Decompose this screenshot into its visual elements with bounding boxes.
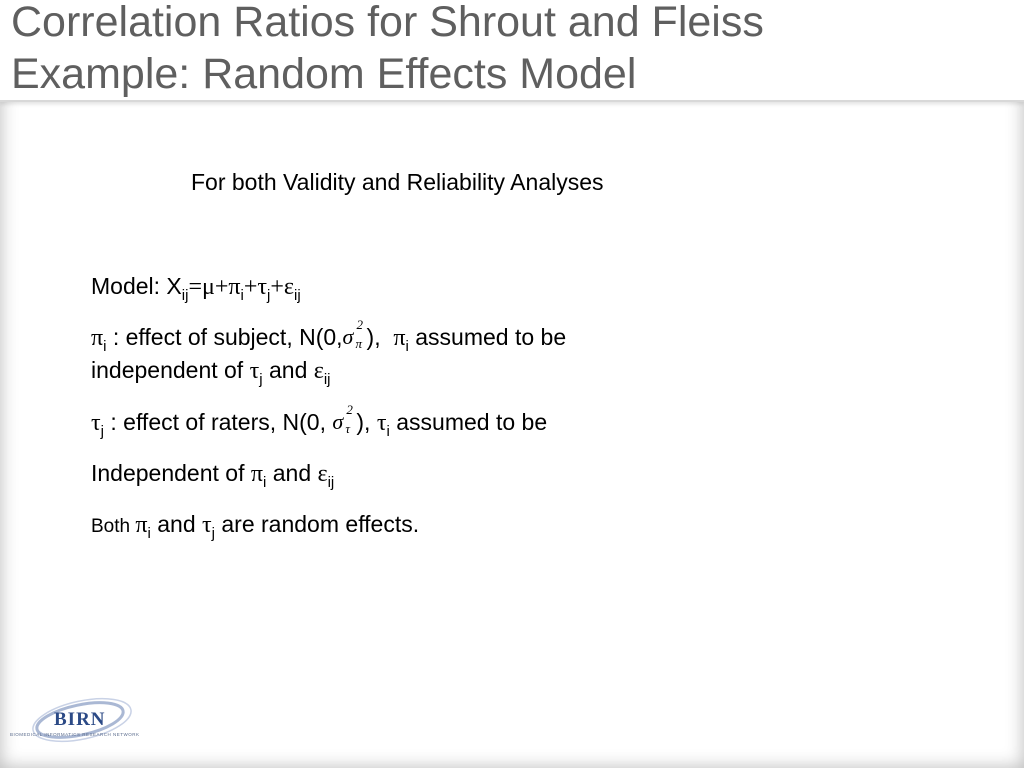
- sigma-exponent: 2: [356, 317, 364, 332]
- birn-logo: [10, 696, 145, 746]
- tau-symbol: τ: [249, 358, 260, 384]
- pi-assumed-text: assumed to be: [408, 324, 567, 350]
- slide-subtitle: For both Validity and Reliability Analyses: [191, 169, 604, 195]
- epsilon-symbol: ε: [317, 461, 328, 487]
- random-effects-line: [91, 510, 419, 541]
- tau-subscript: j: [100, 423, 104, 440]
- tau-close-paren: ),: [356, 409, 371, 435]
- x-subscript: ij: [181, 287, 189, 304]
- tau-subscript: j: [267, 287, 271, 304]
- model-eps-part: +ε: [270, 274, 294, 300]
- independent-text: independent of: [91, 357, 250, 383]
- pi-subscript: i: [240, 287, 244, 304]
- tau-subscript: j: [211, 525, 215, 542]
- tau-subscript-2: i: [386, 423, 390, 440]
- model-label: Model: X: [91, 273, 182, 299]
- epsilon-subscript: ij: [323, 371, 331, 388]
- epsilon-symbol: ε: [313, 358, 324, 384]
- epsilon-subscript: ij: [327, 474, 335, 491]
- sigma-symbol: σ: [342, 324, 354, 349]
- and-text: and: [262, 357, 314, 383]
- tau-independence-line: [91, 459, 335, 491]
- tau-subscript: j: [259, 371, 263, 388]
- logo-wordmark: BIRN: [54, 709, 106, 730]
- pi-symbol: π: [91, 325, 104, 351]
- pi-subscript: i: [263, 474, 267, 491]
- sigma-subscript: π: [355, 336, 363, 351]
- and-text: and: [266, 460, 318, 486]
- sigma-subscript: τ: [345, 421, 351, 436]
- pi-symbol: π: [250, 461, 263, 487]
- title-bar: [0, 0, 1024, 102]
- tau-assumed-text: assumed to be: [389, 409, 548, 435]
- pi-symbol: π: [135, 512, 148, 538]
- eps-subscript: ij: [294, 287, 301, 304]
- sigma-symbol: σ: [332, 409, 344, 434]
- tau-definition-text: : effect of raters, N(0,: [104, 409, 333, 435]
- pi-independence-line: [91, 356, 331, 388]
- sigma-pi-squared: [342, 317, 367, 351]
- sigma-tau-squared: [332, 402, 356, 436]
- pi-definition-text: : effect of subject, N(0,: [106, 324, 343, 350]
- tau-symbol-2: τ: [376, 410, 387, 436]
- pi-close-paren: ),: [366, 324, 381, 350]
- pi-subscript-2: i: [405, 338, 409, 355]
- tau-symbol: τ: [202, 512, 212, 538]
- sigma-exponent: 2: [346, 402, 353, 417]
- tau-symbol: τ: [91, 410, 101, 436]
- model-tau-part: +τ: [243, 274, 268, 300]
- pi-subscript: i: [147, 525, 151, 542]
- slide-title: Correlation Ratios for Shrout and Fleiss Example: Random Effects Model: [11, 0, 764, 98]
- both-text: Both: [91, 516, 136, 537]
- model-equation: [91, 272, 301, 304]
- tau-definition-line: [91, 402, 548, 440]
- pi-definition-line: [91, 317, 567, 355]
- pi-symbol-2: π: [393, 325, 406, 351]
- and-text: and: [150, 511, 202, 537]
- pi-subscript: i: [103, 338, 107, 355]
- logo-tagline: BIOMEDICAL INFORMATICS RESEARCH NETWORK: [10, 732, 140, 737]
- model-eq-part: =μ+π: [188, 274, 241, 300]
- random-effects-text: are random effects.: [215, 511, 420, 537]
- independent-text: Independent of: [91, 460, 251, 486]
